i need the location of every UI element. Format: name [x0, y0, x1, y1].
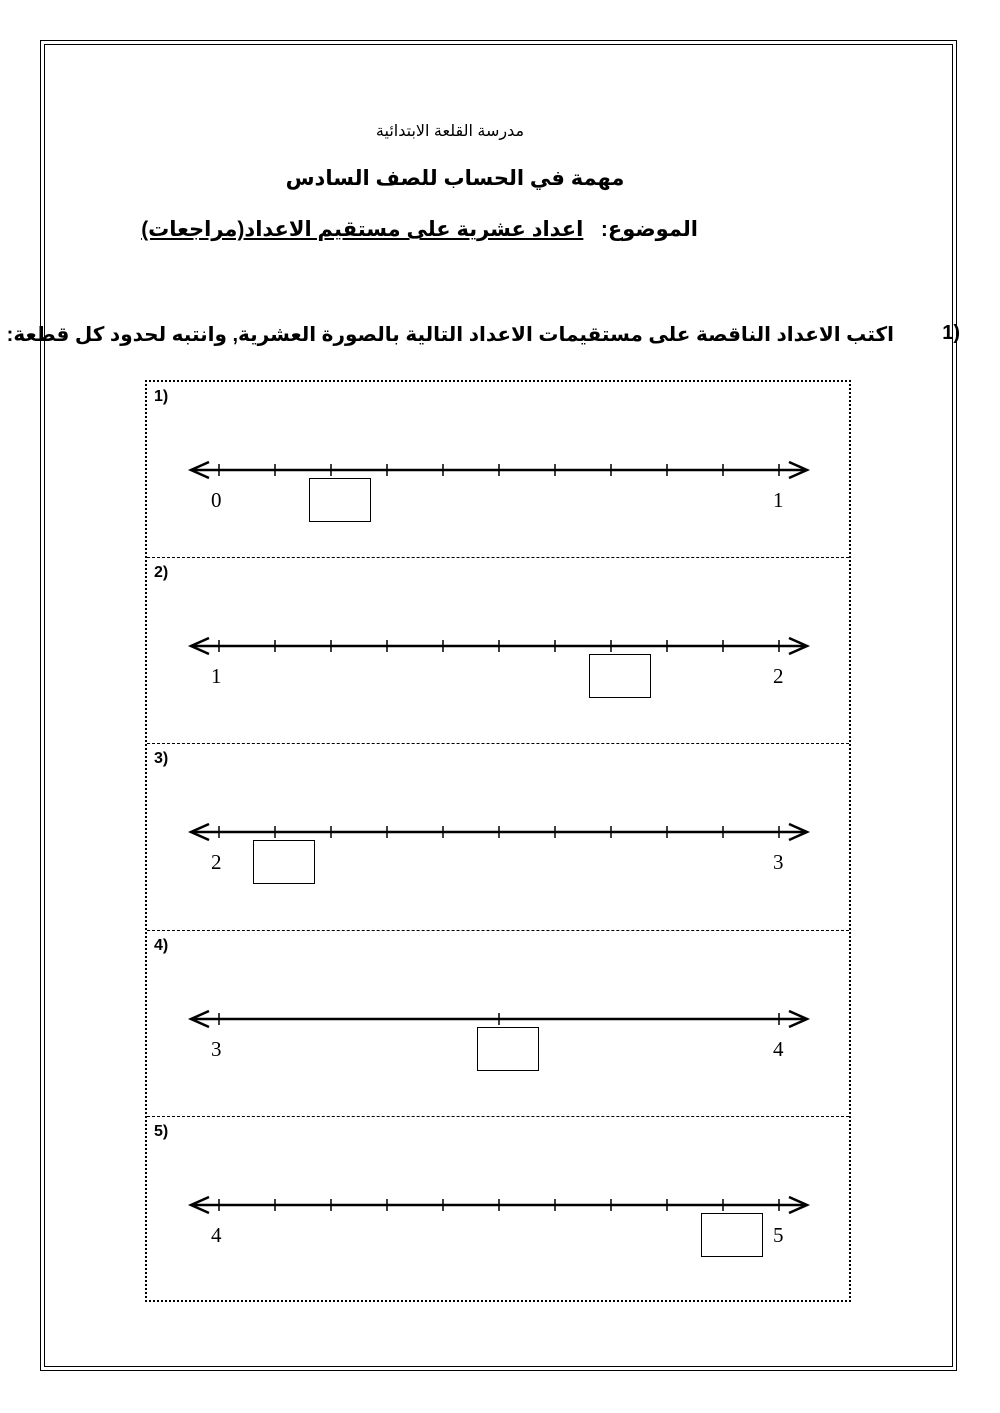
exercise-row — [147, 930, 849, 1116]
answer-box[interactable] — [701, 1213, 763, 1257]
exercise-row — [147, 557, 849, 743]
end-value-label: 4 — [773, 1037, 784, 1061]
number-line — [147, 558, 849, 688]
task-title: مهمة في الحساب للصف السادس — [285, 167, 625, 190]
exercise-label: 3) — [154, 750, 169, 767]
end-value-label: 2 — [773, 664, 784, 688]
exercise-label: 4) — [154, 937, 169, 954]
answer-box[interactable] — [589, 654, 651, 698]
start-value-label: 4 — [211, 1223, 222, 1247]
exercise-label: 1) — [154, 388, 169, 405]
exercise-box — [145, 380, 851, 1302]
exercise-row — [147, 1116, 849, 1302]
answer-box[interactable] — [309, 478, 371, 522]
start-value-label: 0 — [211, 488, 222, 512]
exercise-label: 2) — [154, 564, 169, 581]
answer-box[interactable] — [477, 1027, 539, 1071]
answer-box[interactable] — [253, 840, 315, 884]
instruction-number: 1) — [942, 322, 960, 344]
end-value-label: 5 — [773, 1223, 784, 1247]
exercise-row — [147, 743, 849, 930]
start-value-label: 2 — [211, 850, 222, 874]
subject-text: اعداد عشرية على مستقيم الاعداد(مراجعات) — [141, 218, 584, 241]
exercise-label: 5) — [154, 1123, 169, 1140]
start-value-label: 3 — [211, 1037, 222, 1061]
instruction-text: اكتب الاعداد الناقصة على مستقيمات الاعداد التالية بالصورة العشرية, وانتبه لحدود كل قطعة: — [6, 324, 894, 346]
school-name: مدرسة القلعة الابتدائية — [375, 123, 525, 140]
end-value-label: 1 — [773, 488, 784, 512]
exercise-row — [147, 382, 849, 557]
subject-line — [141, 217, 698, 242]
start-value-label: 1 — [211, 664, 222, 688]
subject-label: الموضوع: — [600, 218, 698, 241]
end-value-label: 3 — [773, 850, 784, 874]
number-line — [147, 382, 849, 512]
